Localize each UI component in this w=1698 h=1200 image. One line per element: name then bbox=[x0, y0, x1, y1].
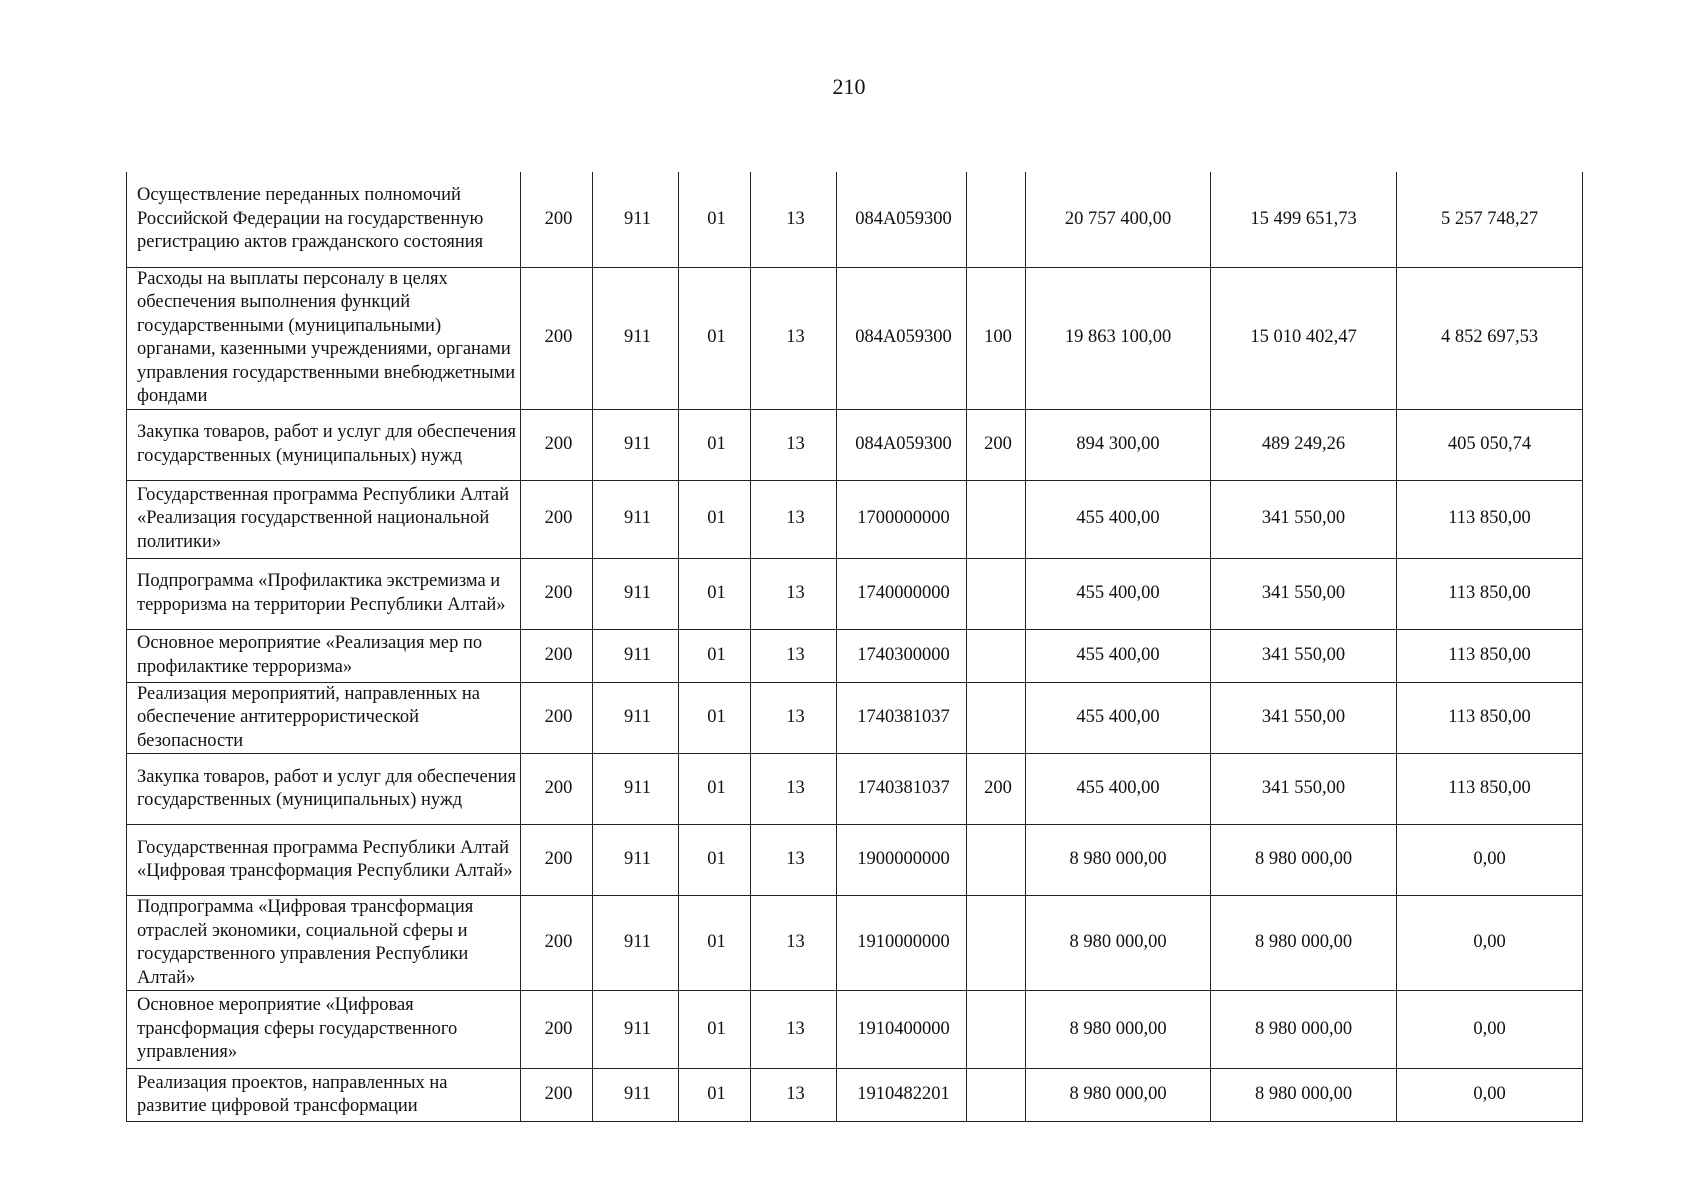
row-name: Реализация мероприятий, направленных на обеспечение антитеррористической безопасности bbox=[127, 682, 521, 754]
cell-csr: 1900000000 bbox=[837, 825, 967, 896]
cell-ved: 911 bbox=[593, 558, 679, 629]
cell-plan: 19 863 100,00 bbox=[1026, 267, 1211, 409]
cell-rz: 01 bbox=[679, 1069, 751, 1122]
cell-ved: 911 bbox=[593, 629, 679, 682]
cell-rz: 01 bbox=[679, 754, 751, 825]
table-row bbox=[127, 172, 1583, 267]
cell-ved: 911 bbox=[593, 480, 679, 558]
cell-pr: 13 bbox=[751, 991, 837, 1069]
cell-csr: 1740000000 bbox=[837, 558, 967, 629]
cell-executed: 15 499 651,73 bbox=[1211, 172, 1397, 267]
cell-vr: 100 bbox=[967, 267, 1026, 409]
cell-pr: 13 bbox=[751, 480, 837, 558]
cell-pr: 13 bbox=[751, 172, 837, 267]
cell-admin: 200 bbox=[521, 991, 593, 1069]
table-row bbox=[127, 267, 1583, 409]
cell-pr: 13 bbox=[751, 825, 837, 896]
cell-csr: 1910400000 bbox=[837, 991, 967, 1069]
row-name: Государственная программа Республики Алтай «Цифровая трансформация Республики Алтай» bbox=[127, 825, 521, 896]
cell-pr: 13 bbox=[751, 682, 837, 754]
cell-vr bbox=[967, 1069, 1026, 1122]
row-name: Государственная программа Республики Алтай «Реализация государственной национальной политики» bbox=[127, 480, 521, 558]
cell-ved: 911 bbox=[593, 267, 679, 409]
cell-admin: 200 bbox=[521, 1069, 593, 1122]
cell-plan: 894 300,00 bbox=[1026, 409, 1211, 480]
cell-pr: 13 bbox=[751, 267, 837, 409]
cell-ved: 911 bbox=[593, 991, 679, 1069]
cell-csr: 1740300000 bbox=[837, 629, 967, 682]
table-row bbox=[127, 991, 1583, 1069]
row-name: Основное мероприятие «Реализация мер по профилактике терроризма» bbox=[127, 629, 521, 682]
cell-executed: 15 010 402,47 bbox=[1211, 267, 1397, 409]
cell-ved: 911 bbox=[593, 896, 679, 991]
cell-csr: 1910482201 bbox=[837, 1069, 967, 1122]
page-number: 210 bbox=[832, 74, 866, 99]
cell-pr: 13 bbox=[751, 629, 837, 682]
row-name: Подпрограмма «Цифровая трансформация отраслей экономики, социальной сферы и государственного управления Республики Алтай» bbox=[127, 896, 521, 991]
cell-plan: 455 400,00 bbox=[1026, 682, 1211, 754]
cell-plan: 455 400,00 bbox=[1026, 558, 1211, 629]
cell-admin: 200 bbox=[521, 172, 593, 267]
cell-plan: 455 400,00 bbox=[1026, 629, 1211, 682]
cell-ved: 911 bbox=[593, 754, 679, 825]
cell-remainder: 4 852 697,53 bbox=[1397, 267, 1583, 409]
cell-executed: 341 550,00 bbox=[1211, 754, 1397, 825]
cell-vr bbox=[967, 825, 1026, 896]
cell-remainder: 0,00 bbox=[1397, 1069, 1583, 1122]
cell-vr bbox=[967, 991, 1026, 1069]
cell-vr: 200 bbox=[967, 409, 1026, 480]
cell-executed: 341 550,00 bbox=[1211, 629, 1397, 682]
cell-csr: 084A059300 bbox=[837, 172, 967, 267]
table-row bbox=[127, 896, 1583, 991]
cell-admin: 200 bbox=[521, 629, 593, 682]
cell-remainder: 113 850,00 bbox=[1397, 480, 1583, 558]
cell-vr: 200 bbox=[967, 754, 1026, 825]
cell-remainder: 0,00 bbox=[1397, 825, 1583, 896]
cell-ved: 911 bbox=[593, 1069, 679, 1122]
cell-rz: 01 bbox=[679, 558, 751, 629]
cell-ved: 911 bbox=[593, 825, 679, 896]
row-name: Осуществление переданных полномочий Российской Федерации на государственную регистрацию актов гражданского состояния bbox=[127, 172, 521, 267]
cell-plan: 20 757 400,00 bbox=[1026, 172, 1211, 267]
cell-remainder: 5 257 748,27 bbox=[1397, 172, 1583, 267]
cell-plan: 8 980 000,00 bbox=[1026, 825, 1211, 896]
cell-admin: 200 bbox=[521, 896, 593, 991]
cell-rz: 01 bbox=[679, 409, 751, 480]
cell-executed: 8 980 000,00 bbox=[1211, 896, 1397, 991]
cell-rz: 01 bbox=[679, 825, 751, 896]
row-name: Реализация проектов, направленных на развитие цифровой трансформации bbox=[127, 1069, 521, 1122]
row-name: Подпрограмма «Профилактика экстремизма и терроризма на территории Республики Алтай» bbox=[127, 558, 521, 629]
cell-admin: 200 bbox=[521, 480, 593, 558]
cell-vr bbox=[967, 480, 1026, 558]
cell-vr bbox=[967, 896, 1026, 991]
cell-executed: 489 249,26 bbox=[1211, 409, 1397, 480]
cell-executed: 341 550,00 bbox=[1211, 558, 1397, 629]
cell-remainder: 405 050,74 bbox=[1397, 409, 1583, 480]
cell-admin: 200 bbox=[521, 754, 593, 825]
cell-csr: 084A059300 bbox=[837, 409, 967, 480]
cell-remainder: 113 850,00 bbox=[1397, 629, 1583, 682]
table-body bbox=[127, 172, 1583, 1122]
cell-remainder: 0,00 bbox=[1397, 991, 1583, 1069]
cell-vr bbox=[967, 172, 1026, 267]
row-name: Расходы на выплаты персоналу в целях обеспечения выполнения функций государственными (муниципальными) органами, казенными учреждениями, органами управления государственными внебюджетными фондами bbox=[127, 267, 521, 409]
table-row bbox=[127, 629, 1583, 682]
cell-remainder: 113 850,00 bbox=[1397, 754, 1583, 825]
cell-pr: 13 bbox=[751, 1069, 837, 1122]
cell-admin: 200 bbox=[521, 682, 593, 754]
table-row bbox=[127, 682, 1583, 754]
cell-pr: 13 bbox=[751, 754, 837, 825]
cell-remainder: 0,00 bbox=[1397, 896, 1583, 991]
cell-remainder: 113 850,00 bbox=[1397, 558, 1583, 629]
cell-pr: 13 bbox=[751, 409, 837, 480]
cell-ved: 911 bbox=[593, 172, 679, 267]
cell-plan: 8 980 000,00 bbox=[1026, 896, 1211, 991]
row-name: Основное мероприятие «Цифровая трансформация сферы государственного управления» bbox=[127, 991, 521, 1069]
cell-executed: 8 980 000,00 bbox=[1211, 1069, 1397, 1122]
cell-admin: 200 bbox=[521, 409, 593, 480]
cell-vr bbox=[967, 629, 1026, 682]
cell-rz: 01 bbox=[679, 172, 751, 267]
cell-ved: 911 bbox=[593, 682, 679, 754]
cell-executed: 341 550,00 bbox=[1211, 480, 1397, 558]
cell-csr: 1740381037 bbox=[837, 754, 967, 825]
row-name: Закупка товаров, работ и услуг для обеспечения государственных (муниципальных) нужд bbox=[127, 409, 521, 480]
cell-admin: 200 bbox=[521, 558, 593, 629]
table-row bbox=[127, 754, 1583, 825]
table-row bbox=[127, 1069, 1583, 1122]
cell-rz: 01 bbox=[679, 480, 751, 558]
cell-rz: 01 bbox=[679, 629, 751, 682]
row-name: Закупка товаров, работ и услуг для обеспечения государственных (муниципальных) нужд bbox=[127, 754, 521, 825]
cell-csr: 1910000000 bbox=[837, 896, 967, 991]
cell-pr: 13 bbox=[751, 558, 837, 629]
table-row bbox=[127, 480, 1583, 558]
table-row bbox=[127, 409, 1583, 480]
table-row bbox=[127, 558, 1583, 629]
cell-plan: 8 980 000,00 bbox=[1026, 991, 1211, 1069]
cell-pr: 13 bbox=[751, 896, 837, 991]
cell-admin: 200 bbox=[521, 825, 593, 896]
cell-csr: 1700000000 bbox=[837, 480, 967, 558]
cell-vr bbox=[967, 682, 1026, 754]
cell-admin: 200 bbox=[521, 267, 593, 409]
cell-executed: 341 550,00 bbox=[1211, 682, 1397, 754]
cell-csr: 1740381037 bbox=[837, 682, 967, 754]
cell-plan: 455 400,00 bbox=[1026, 754, 1211, 825]
cell-csr: 084A059300 bbox=[837, 267, 967, 409]
cell-executed: 8 980 000,00 bbox=[1211, 825, 1397, 896]
cell-rz: 01 bbox=[679, 267, 751, 409]
cell-remainder: 113 850,00 bbox=[1397, 682, 1583, 754]
cell-rz: 01 bbox=[679, 896, 751, 991]
cell-executed: 8 980 000,00 bbox=[1211, 991, 1397, 1069]
cell-rz: 01 bbox=[679, 682, 751, 754]
cell-rz: 01 bbox=[679, 991, 751, 1069]
budget-table bbox=[126, 172, 1583, 1122]
table-row bbox=[127, 825, 1583, 896]
cell-plan: 8 980 000,00 bbox=[1026, 1069, 1211, 1122]
cell-plan: 455 400,00 bbox=[1026, 480, 1211, 558]
cell-ved: 911 bbox=[593, 409, 679, 480]
cell-vr bbox=[967, 558, 1026, 629]
